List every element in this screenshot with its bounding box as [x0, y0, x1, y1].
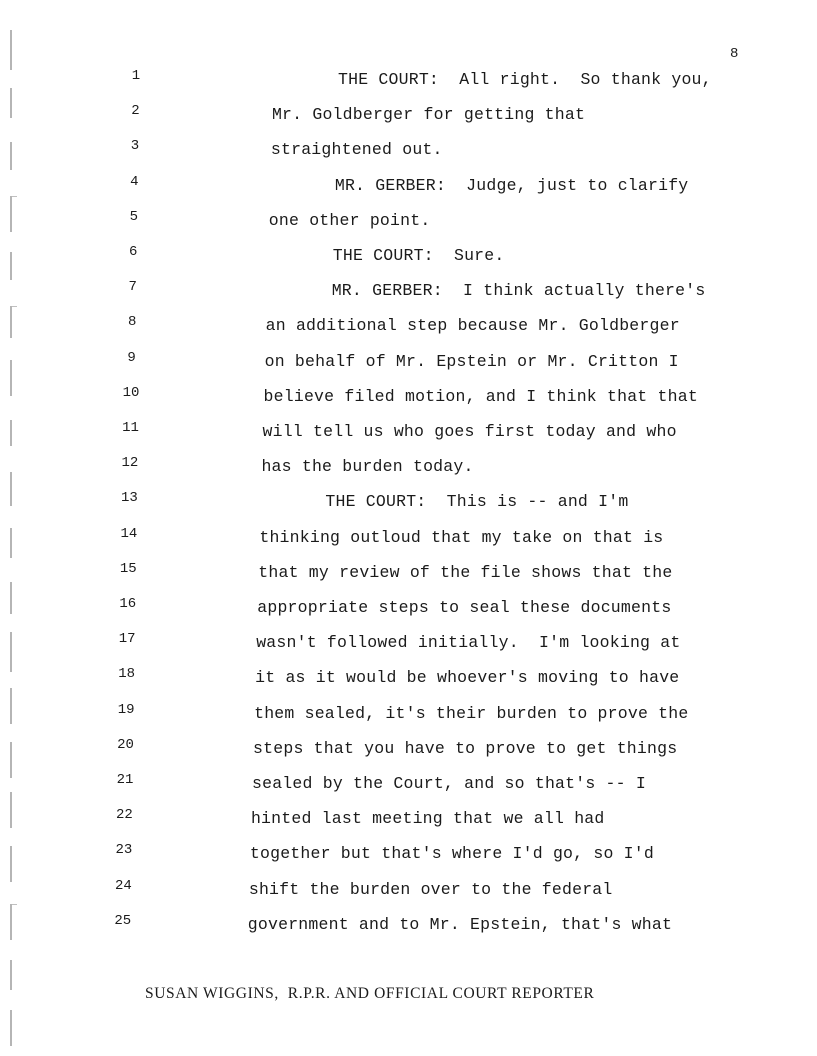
line-text: that my review of the file shows that the: [258, 562, 673, 582]
line-number: 21: [116, 772, 134, 788]
line-text: government and to Mr. Epstein, that's what: [247, 914, 673, 934]
line-number: 20: [117, 736, 134, 753]
line-number: 25: [114, 912, 132, 929]
transcript-line: [0, 385, 817, 409]
transcript-line: [0, 702, 817, 726]
line-text: on behalf of Mr. Epstein or Mr. Critton I: [264, 351, 679, 371]
transcript-line: [0, 103, 817, 127]
transcript-line: [0, 138, 817, 162]
line-text: THE COURT: This is -- and I'm: [325, 492, 629, 512]
line-number: 22: [116, 807, 133, 824]
line-number: 12: [121, 455, 139, 472]
binder-edge-mark: [10, 30, 12, 70]
reporter-footer: SUSAN WIGGINS, R.P.R. AND OFFICIAL COURT REPORTER: [145, 985, 595, 1002]
transcript-line: [0, 772, 817, 796]
line-text: has the burden today.: [261, 457, 474, 477]
line-text: sealed by the Court, and so that's -- I: [252, 774, 646, 793]
transcript-line: [0, 878, 817, 902]
line-text: appropriate steps to seal these documents: [257, 598, 672, 617]
line-number: 18: [118, 666, 136, 683]
line-number: 6: [129, 244, 138, 260]
line-text: them sealed, it's their burden to prove the: [254, 703, 689, 723]
line-text: wasn't followed initially. I'm looking at: [256, 633, 681, 653]
line-text: one other point.: [268, 210, 431, 230]
transcript-line: [0, 174, 817, 198]
line-number: 4: [130, 173, 139, 190]
transcript-line: [0, 807, 817, 831]
line-text: MR. GERBER: Judge, just to clarify: [334, 175, 689, 195]
line-number: 14: [120, 525, 138, 542]
transcript-line: [0, 350, 817, 374]
line-text: Mr. Goldberger for getting that: [271, 105, 586, 125]
line-text: hinted last meeting that we all had: [250, 809, 605, 829]
line-text: THE COURT: Sure.: [332, 246, 505, 265]
line-number: 8: [127, 314, 137, 331]
transcript-line: [0, 279, 817, 303]
page-number: 8: [730, 46, 739, 62]
line-text: it as it would be whoever's moving to have: [255, 668, 680, 688]
line-number: 15: [119, 560, 137, 577]
transcript-line: [0, 244, 817, 268]
line-text: an additional step because Mr. Goldberger: [265, 316, 680, 336]
transcript-line: [0, 561, 817, 585]
line-text: steps that you have to prove to get things: [253, 738, 678, 758]
line-number: 2: [131, 103, 140, 120]
transcript-line: [0, 455, 817, 479]
line-number: 17: [118, 631, 136, 648]
transcript-line: [0, 596, 817, 620]
binder-edge-mark: [10, 960, 12, 990]
line-text: shift the burden over to the federal: [248, 879, 613, 899]
line-number: 19: [117, 701, 135, 718]
transcript-line: [0, 420, 817, 444]
line-number: 3: [130, 138, 140, 155]
line-text: believe filed motion, and I think that that: [263, 386, 698, 406]
transcript-line: [0, 314, 817, 338]
binder-edge-mark: [10, 1010, 12, 1046]
line-text: thinking outloud that my take on that is: [259, 527, 664, 547]
transcript-line: [0, 842, 817, 866]
line-number: 7: [128, 279, 137, 296]
line-number: 13: [120, 490, 138, 507]
transcript-line: [0, 490, 817, 514]
line-number: 11: [122, 420, 139, 436]
line-number: 16: [119, 596, 137, 612]
line-text: straightened out.: [270, 140, 443, 160]
line-number: 24: [114, 877, 132, 894]
transcript-line: [0, 209, 817, 233]
line-text: MR. GERBER: I think actually there's: [331, 281, 706, 301]
line-number: 10: [122, 384, 140, 401]
line-number: 5: [129, 208, 138, 225]
line-text: will tell us who goes first today and who: [262, 422, 677, 441]
line-number: 23: [115, 842, 133, 859]
line-number: 9: [127, 349, 136, 366]
transcript-line: [0, 68, 817, 92]
transcript-line: [0, 737, 817, 761]
transcript-line: [0, 913, 817, 937]
transcript-line: [0, 666, 817, 690]
line-text: THE COURT: All right. So thank you,: [338, 70, 712, 89]
line-text: together but that's where I'd go, so I'd: [249, 844, 654, 864]
line-number: 1: [131, 68, 141, 84]
transcript-line: [0, 526, 817, 550]
transcript-line: [0, 631, 817, 655]
